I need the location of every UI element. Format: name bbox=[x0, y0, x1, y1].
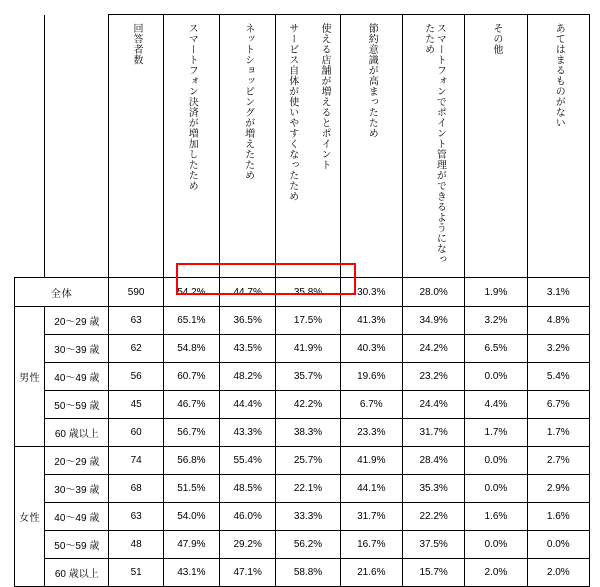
cell-c1: 51.5% bbox=[163, 475, 219, 503]
cell-n: 68 bbox=[109, 475, 163, 503]
cell-c5: 31.7% bbox=[402, 419, 464, 447]
cell-c4: 41.9% bbox=[340, 447, 402, 475]
table-row bbox=[15, 419, 590, 447]
row-segment: 30〜39 歳 bbox=[45, 475, 109, 503]
cell-c5: 22.2% bbox=[402, 503, 464, 531]
cell-c3: 58.8% bbox=[276, 559, 340, 587]
cell-c7: 4.8% bbox=[527, 307, 589, 335]
cell-c2: 47.1% bbox=[220, 559, 276, 587]
cell-c4: 6.7% bbox=[340, 391, 402, 419]
cell-c4: 44.1% bbox=[340, 475, 402, 503]
cell-c6: 4.4% bbox=[465, 391, 527, 419]
cell-n: 63 bbox=[109, 307, 163, 335]
cell-c5: 34.9% bbox=[402, 307, 464, 335]
cell-c2: 44.4% bbox=[220, 391, 276, 419]
cell-c3: 42.2% bbox=[276, 391, 340, 419]
cell-c7: 0.0% bbox=[527, 531, 589, 559]
cell-c6: 0.0% bbox=[465, 531, 527, 559]
cell-c1: 43.1% bbox=[163, 559, 219, 587]
cell-c5: 24.4% bbox=[402, 391, 464, 419]
table-row bbox=[15, 503, 590, 531]
table-row bbox=[15, 531, 590, 559]
row-segment: 50〜59 歳 bbox=[45, 531, 109, 559]
table-row bbox=[15, 307, 590, 335]
cell-c4: 16.7% bbox=[340, 531, 402, 559]
cell-c1: 47.9% bbox=[163, 531, 219, 559]
cell-c7: 1.6% bbox=[527, 503, 589, 531]
cell-n: 74 bbox=[109, 447, 163, 475]
cell-total-c3: 35.8% bbox=[276, 278, 340, 307]
cell-c3: 56.2% bbox=[276, 531, 340, 559]
row-label-total: 全体 bbox=[15, 278, 109, 307]
table-row bbox=[15, 391, 590, 419]
cell-total-c4: 30.3% bbox=[340, 278, 402, 307]
cell-c6: 1.7% bbox=[465, 419, 527, 447]
cell-c6: 0.0% bbox=[465, 475, 527, 503]
row-group-female: 女性 bbox=[15, 447, 45, 587]
cell-c7: 1.7% bbox=[527, 419, 589, 447]
cell-c7: 2.9% bbox=[527, 475, 589, 503]
cell-c1: 54.8% bbox=[163, 335, 219, 363]
cell-c7: 3.2% bbox=[527, 335, 589, 363]
cell-n: 60 bbox=[109, 419, 163, 447]
header-col-point-management: スマートフォンでポイント管理ができるようになったため bbox=[402, 15, 464, 278]
header-col-other: その他 bbox=[465, 15, 527, 278]
cell-c7: 2.0% bbox=[527, 559, 589, 587]
cell-c2: 48.5% bbox=[220, 475, 276, 503]
header-col-service-easier: サービス自体が使いやすくなったため 使える店舗が増えるとポイント bbox=[276, 15, 340, 278]
header-corner-group bbox=[15, 15, 45, 278]
cell-n: 45 bbox=[109, 391, 163, 419]
cell-c3: 38.3% bbox=[276, 419, 340, 447]
row-segment: 40〜49 歳 bbox=[45, 363, 109, 391]
row-group-male: 男性 bbox=[15, 307, 45, 447]
cell-c4: 19.6% bbox=[340, 363, 402, 391]
header-col-none-apply: あてはまるものがない bbox=[527, 15, 589, 278]
cell-c5: 37.5% bbox=[402, 531, 464, 559]
cell-c4: 31.7% bbox=[340, 503, 402, 531]
cell-c5: 28.4% bbox=[402, 447, 464, 475]
cell-c1: 65.1% bbox=[163, 307, 219, 335]
cell-c6: 6.5% bbox=[465, 335, 527, 363]
row-segment: 40〜49 歳 bbox=[45, 503, 109, 531]
table-row bbox=[15, 559, 590, 587]
table-header-row bbox=[15, 15, 590, 278]
cell-c4: 21.6% bbox=[340, 559, 402, 587]
cell-c5: 15.7% bbox=[402, 559, 464, 587]
cell-c7: 6.7% bbox=[527, 391, 589, 419]
header-col-online-shopping: ネットショッピングが増えたため bbox=[220, 15, 276, 278]
header-col-saving-awareness: 節約意識が高まったため bbox=[340, 15, 402, 278]
cell-c4: 23.3% bbox=[340, 419, 402, 447]
cell-c1: 54.0% bbox=[163, 503, 219, 531]
cell-n: 62 bbox=[109, 335, 163, 363]
table-row bbox=[15, 363, 590, 391]
row-segment: 60 歳以上 bbox=[45, 559, 109, 587]
cell-total-c1: 54.2% bbox=[163, 278, 219, 307]
cell-c6: 2.0% bbox=[465, 559, 527, 587]
cell-c2: 55.4% bbox=[220, 447, 276, 475]
cell-c2: 29.2% bbox=[220, 531, 276, 559]
cell-c2: 43.5% bbox=[220, 335, 276, 363]
cell-c7: 2.7% bbox=[527, 447, 589, 475]
cell-c3: 35.7% bbox=[276, 363, 340, 391]
cell-total-c6: 1.9% bbox=[465, 278, 527, 307]
cell-n: 56 bbox=[109, 363, 163, 391]
cell-c6: 1.6% bbox=[465, 503, 527, 531]
row-segment: 60 歳以上 bbox=[45, 419, 109, 447]
cell-c3: 17.5% bbox=[276, 307, 340, 335]
cell-c2: 46.0% bbox=[220, 503, 276, 531]
cell-total-c5: 28.0% bbox=[402, 278, 464, 307]
row-segment: 20〜29 歳 bbox=[45, 447, 109, 475]
table-row bbox=[15, 447, 590, 475]
cell-c1: 56.8% bbox=[163, 447, 219, 475]
survey-table bbox=[14, 14, 590, 587]
cell-n: 48 bbox=[109, 531, 163, 559]
header-col-smartphone-payment: スマートフォン決済が増加したため bbox=[163, 15, 219, 278]
row-segment: 50〜59 歳 bbox=[45, 391, 109, 419]
header-respondents: 回答者数 bbox=[109, 15, 163, 278]
table-row bbox=[15, 335, 590, 363]
table-row-total bbox=[15, 278, 590, 307]
table-row bbox=[15, 475, 590, 503]
cell-total-c7: 3.1% bbox=[527, 278, 589, 307]
cell-c3: 33.3% bbox=[276, 503, 340, 531]
cell-c2: 48.2% bbox=[220, 363, 276, 391]
cell-total-c2: 44.7% bbox=[220, 278, 276, 307]
cell-c1: 46.7% bbox=[163, 391, 219, 419]
cell-c5: 24.2% bbox=[402, 335, 464, 363]
cell-c7: 5.4% bbox=[527, 363, 589, 391]
row-segment: 30〜39 歳 bbox=[45, 335, 109, 363]
cell-c3: 22.1% bbox=[276, 475, 340, 503]
cell-c4: 41.3% bbox=[340, 307, 402, 335]
cell-total-n: 590 bbox=[109, 278, 163, 307]
row-segment: 20〜29 歳 bbox=[45, 307, 109, 335]
header-corner-segment bbox=[45, 15, 109, 278]
cell-c4: 40.3% bbox=[340, 335, 402, 363]
cell-c1: 56.7% bbox=[163, 419, 219, 447]
cell-n: 63 bbox=[109, 503, 163, 531]
cell-c5: 35.3% bbox=[402, 475, 464, 503]
cell-c6: 0.0% bbox=[465, 447, 527, 475]
cell-c5: 23.2% bbox=[402, 363, 464, 391]
cell-c6: 3.2% bbox=[465, 307, 527, 335]
cell-c3: 25.7% bbox=[276, 447, 340, 475]
cell-c2: 36.5% bbox=[220, 307, 276, 335]
cell-c2: 43.3% bbox=[220, 419, 276, 447]
cell-c6: 0.0% bbox=[465, 363, 527, 391]
cell-n: 51 bbox=[109, 559, 163, 587]
cell-c3: 41.9% bbox=[276, 335, 340, 363]
cell-c1: 60.7% bbox=[163, 363, 219, 391]
